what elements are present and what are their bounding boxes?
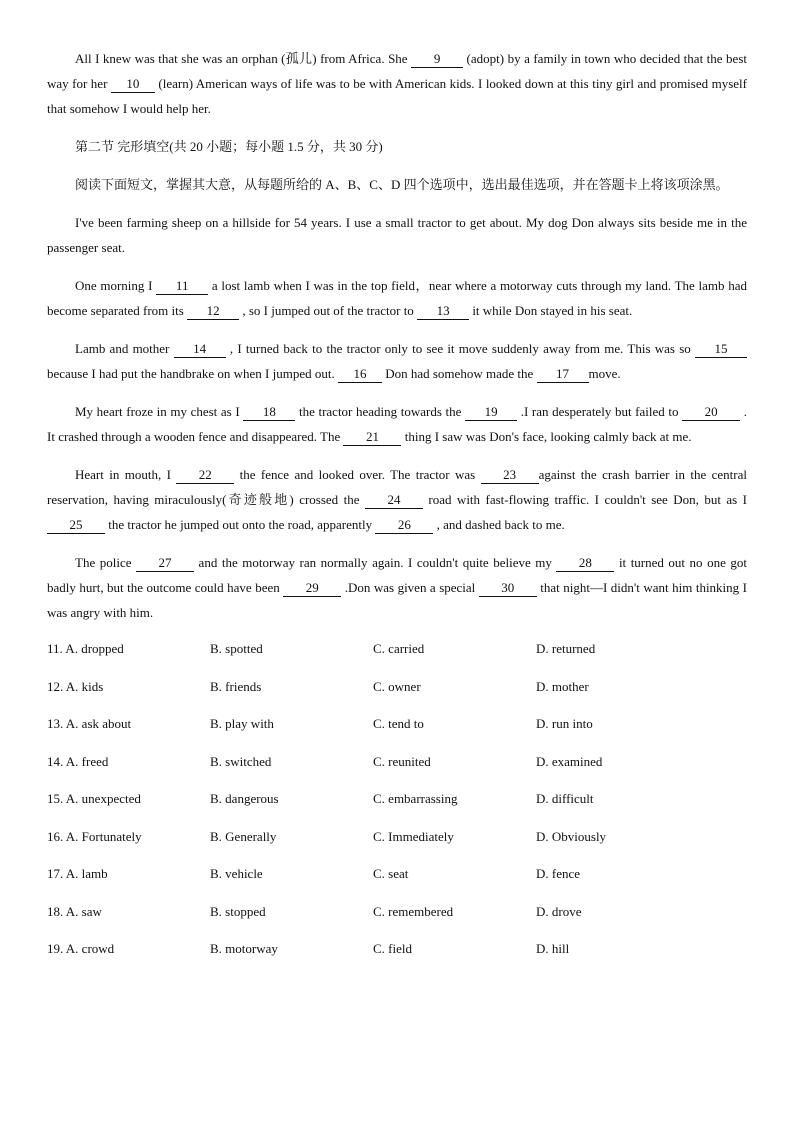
cloze-paragraph-5: Heart in mouth, I 22 the fence and looked over. The tractor was 23 against the crash barrier in the central reservation, having miraculously(奇迹般地) crossed the 24 road with fast-flowing traffic. I couldn't see Don, but as I 25 the tractor he jumped out onto the road, apparently 26 , and dashed back to me.	[47, 467, 747, 532]
option-b: B. dangerous	[210, 791, 279, 806]
blank-21: 21	[343, 429, 401, 446]
blank-16: 16	[338, 366, 382, 383]
option-d: D. mother	[536, 678, 589, 694]
blank-29: 29	[283, 580, 341, 597]
option-a: 12. A. kids	[47, 678, 104, 694]
option-d: D. drove	[536, 903, 582, 919]
question-row	[47, 752, 747, 790]
option-c: C. Immediately	[373, 828, 454, 844]
question-options	[47, 639, 747, 977]
option-d: D. Obviously	[536, 828, 607, 844]
option-b: B. Generally	[210, 828, 277, 844]
blank-22: 22	[176, 467, 234, 484]
option-b: B. vehicle	[210, 866, 263, 881]
option-c: C. carried	[373, 641, 425, 656]
option-c: C. field	[373, 941, 412, 956]
blank-11: 11	[156, 278, 208, 295]
blank-19: 19	[465, 404, 517, 421]
option-d: D. difficult	[536, 791, 594, 806]
question-row	[47, 639, 747, 677]
question-row	[47, 827, 747, 865]
cloze-paragraph-6: The police 27 and the motorway ran normally again. I couldn't quite believe my 28 it turned out no one got badly hurt, but the outcome could have been 29 .Don was given a special 30 that night—I didn't want him thinking I was angry with him.	[47, 555, 747, 620]
option-b: B. spotted	[210, 641, 263, 656]
option-c: C. embarrassing	[373, 791, 458, 806]
option-a: 11. A. dropped	[47, 641, 124, 656]
option-b: B. switched	[210, 753, 272, 769]
option-b: B. play with	[210, 716, 274, 731]
question-row	[47, 789, 747, 827]
question-row	[47, 902, 747, 940]
blank-24: 24	[365, 492, 423, 509]
blank-9: 9	[411, 51, 463, 68]
cloze-paragraph-4: My heart froze in my chest as I 18 the tractor heading towards the 19 .I ran desperately but failed to 20 . It crashed through a wooden fence and disappeared. The 21 thing I saw was Don's face, looking calmly back at me.	[47, 404, 748, 444]
option-a: 18. A. saw	[47, 903, 102, 919]
blank-12: 12	[187, 303, 239, 320]
cloze-paragraph-1: I've been farming sheep on a hillside for 54 years. I use a small tractor to get about. My dog Don always sits beside me in the passenger seat.	[47, 215, 747, 255]
option-a: 14. A. freed	[47, 753, 109, 769]
section-title: 第二节 完形填空(共 20 小题；每小题 1.5 分，共 30 分)	[75, 139, 383, 154]
blank-30: 30	[479, 580, 537, 597]
option-d: D. examined	[536, 753, 603, 769]
option-c: C. seat	[373, 866, 409, 881]
option-c: C. reunited	[373, 753, 431, 769]
blank-27: 27	[136, 555, 194, 572]
option-a: 19. A. crowd	[47, 941, 115, 956]
option-b: B. stopped	[210, 903, 266, 919]
blank-26: 26	[375, 517, 433, 534]
option-c: C. owner	[373, 678, 421, 694]
blank-28: 28	[556, 555, 614, 572]
blank-25: 25	[47, 517, 105, 534]
question-row	[47, 939, 747, 977]
option-a: 13. A. ask about	[47, 716, 132, 731]
option-a: 15. A. unexpected	[47, 791, 141, 806]
blank-10: 10	[111, 76, 155, 93]
option-b: B. motorway	[210, 941, 278, 956]
question-row	[47, 714, 747, 752]
option-b: B. friends	[210, 678, 262, 694]
question-row	[47, 677, 747, 715]
option-c: C. tend to	[373, 716, 424, 731]
blank-13: 13	[417, 303, 469, 320]
blank-14: 14	[174, 341, 226, 358]
blank-17: 17	[537, 366, 589, 383]
option-a: 16. A. Fortunately	[47, 828, 142, 844]
option-d: D. fence	[536, 866, 581, 881]
passage-ending-paragraph: All I knew was that she was an orphan (孤儿) from Africa. She 9 (adopt) by a family in town who decided that the best way for her 10 (learn) American ways of life was to be with American kids. I looked down at this tiny girl and promised myself that somehow I would help her.	[47, 51, 747, 116]
option-c: C. remembered	[373, 903, 454, 919]
option-d: D. returned	[536, 641, 596, 656]
blank-20: 20	[682, 404, 740, 421]
exam-page	[47, 46, 747, 977]
option-d: D. hill	[536, 941, 570, 956]
cloze-paragraph-3: Lamb and mother 14 , I turned back to the tractor only to see it move suddenly away from me. This was so 15 because I had put the handbrake on when I jumped out. 16 Don had somehow made the 17 move.	[47, 336, 747, 386]
section-instructions: 阅读下面短文，掌握其大意，从每题所给的 A、B、C、D 四个选项中，选出最佳选项，并在答题卡上将该项涂黑。	[75, 177, 729, 192]
blank-18: 18	[243, 404, 295, 421]
blank-15: 15	[695, 341, 747, 358]
cloze-paragraph-2: One morning I 11 a lost lamb when I was in the top field，near where a motorway cuts through my land. The lamb had become separated from its 12 , so I jumped out of the tractor to 13 it while Don stayed in his seat.	[47, 278, 748, 318]
question-row	[47, 864, 747, 902]
option-d: D. run into	[536, 716, 593, 731]
option-a: 17. A. lamb	[47, 866, 108, 881]
blank-23: 23	[481, 467, 539, 484]
